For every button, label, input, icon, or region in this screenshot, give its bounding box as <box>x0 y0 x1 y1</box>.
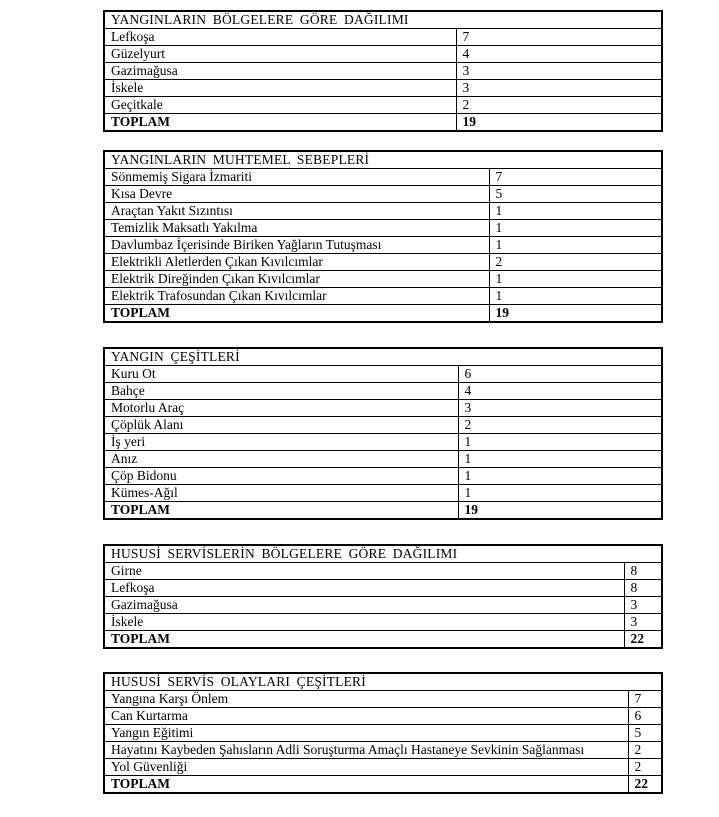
row-value: 3 <box>456 63 662 80</box>
table-row <box>104 383 662 400</box>
row-value: 3 <box>458 400 662 417</box>
row-value: 4 <box>456 46 662 63</box>
row-label: Sönmemiş Sigara İzmariti <box>104 169 489 186</box>
row-label: Davlumbaz İçerisinde Biriken Yağların Tutuşması <box>104 237 489 254</box>
table-row <box>104 468 662 485</box>
table-special-services-by-region <box>103 544 663 649</box>
row-value: 1 <box>489 220 662 237</box>
row-label: İskele <box>104 80 456 97</box>
row-value: 8 <box>624 563 662 580</box>
table-title-row <box>104 545 662 563</box>
table-row <box>104 97 662 114</box>
row-value: 3 <box>624 597 662 614</box>
table-fires-by-region <box>103 10 663 132</box>
row-value: 2 <box>458 417 662 434</box>
table-row <box>104 417 662 434</box>
row-value: 1 <box>489 271 662 288</box>
row-value: 1 <box>458 451 662 468</box>
row-value: 2 <box>628 742 662 759</box>
row-label: Yol Güvenliği <box>104 759 628 776</box>
table-row <box>104 434 662 451</box>
table-row <box>104 254 662 271</box>
table-row <box>104 580 662 597</box>
table-special-service-incident-types <box>103 672 663 794</box>
row-label: Gazimağusa <box>104 597 624 614</box>
table-row <box>104 759 662 776</box>
row-value: 1 <box>458 485 662 502</box>
row-label: İskele <box>104 614 624 631</box>
table-row <box>104 46 662 63</box>
row-value: 6 <box>458 366 662 383</box>
row-value: 1 <box>458 468 662 485</box>
table-title-row <box>104 151 662 169</box>
table-row <box>104 288 662 305</box>
table-row <box>104 708 662 725</box>
row-value: 7 <box>489 169 662 186</box>
table-title: YANGINLARIN MUHTEMEL SEBEPLERİ <box>104 151 662 169</box>
table-fire-types <box>103 347 663 520</box>
row-label: Kümes-Ağıl <box>104 485 458 502</box>
row-value: 6 <box>628 708 662 725</box>
row-label: Lefkoşa <box>104 580 624 597</box>
row-value: 4 <box>458 383 662 400</box>
table-row <box>104 220 662 237</box>
table-row <box>104 597 662 614</box>
total-value: 22 <box>628 776 662 794</box>
row-value: 2 <box>628 759 662 776</box>
row-value: 5 <box>489 186 662 203</box>
total-row <box>104 114 662 132</box>
row-label: Araçtan Yakıt Sızıntısı <box>104 203 489 220</box>
row-label: Elektrik Trafosundan Çıkan Kıvılcımlar <box>104 288 489 305</box>
row-label: Geçitkale <box>104 97 456 114</box>
total-row <box>104 502 662 520</box>
row-value: 1 <box>489 203 662 220</box>
table-title: YANGINLARIN BÖLGELERE GÖRE DAĞILIMI <box>104 11 662 29</box>
table-row <box>104 63 662 80</box>
row-value: 3 <box>624 614 662 631</box>
row-value: 7 <box>456 29 662 46</box>
total-label: TOPLAM <box>104 114 456 132</box>
total-value: 22 <box>624 631 662 649</box>
total-label: TOPLAM <box>104 631 624 649</box>
row-label: Elektrikli Aletlerden Çıkan Kıvılcımlar <box>104 254 489 271</box>
total-label: TOPLAM <box>104 776 628 794</box>
row-value: 8 <box>624 580 662 597</box>
row-label: Girne <box>104 563 624 580</box>
table-title: HUSUSİ SERVİSLERİN BÖLGELERE GÖRE DAĞILIMI <box>104 545 662 563</box>
row-label: Gazimağusa <box>104 63 456 80</box>
row-label: Çöp Bidonu <box>104 468 458 485</box>
row-value: 3 <box>456 80 662 97</box>
row-label: Hayatını Kaybeden Şahısların Adli Soruşturma Amaçlı Hastaneye Sevkinin Sağlanması <box>104 742 628 759</box>
table-title-row <box>104 11 662 29</box>
row-label: Yangına Karşı Önlem <box>104 691 628 708</box>
table-row <box>104 742 662 759</box>
row-label: Elektrik Direğinden Çıkan Kıvılcımlar <box>104 271 489 288</box>
row-label: İş yeri <box>104 434 458 451</box>
table-title-row <box>104 673 662 691</box>
table-title-row <box>104 348 662 366</box>
row-value: 1 <box>489 237 662 254</box>
row-label: Yangın Eğitimi <box>104 725 628 742</box>
row-value: 1 <box>458 434 662 451</box>
table-row <box>104 29 662 46</box>
row-label: Kısa Devre <box>104 186 489 203</box>
total-row <box>104 305 662 323</box>
row-label: Temizlik Maksatlı Yakılma <box>104 220 489 237</box>
table-row <box>104 614 662 631</box>
table-row <box>104 237 662 254</box>
table-fire-probable-causes <box>103 150 663 323</box>
table-row <box>104 80 662 97</box>
total-value: 19 <box>458 502 662 520</box>
table-title: YANGIN ÇEŞİTLERİ <box>104 348 662 366</box>
row-label: Lefkoşa <box>104 29 456 46</box>
table-row <box>104 271 662 288</box>
table-row <box>104 186 662 203</box>
row-value: 1 <box>489 288 662 305</box>
table-row <box>104 203 662 220</box>
total-row <box>104 776 662 794</box>
row-label: Bahçe <box>104 383 458 400</box>
table-row <box>104 485 662 502</box>
row-value: 5 <box>628 725 662 742</box>
row-label: Anız <box>104 451 458 468</box>
total-label: TOPLAM <box>104 305 489 323</box>
total-value: 19 <box>489 305 662 323</box>
table-row <box>104 563 662 580</box>
total-row <box>104 631 662 649</box>
table-row <box>104 725 662 742</box>
row-value: 2 <box>456 97 662 114</box>
table-row <box>104 451 662 468</box>
row-label: Güzelyurt <box>104 46 456 63</box>
table-row <box>104 691 662 708</box>
row-value: 7 <box>628 691 662 708</box>
table-row <box>104 169 662 186</box>
row-value: 2 <box>489 254 662 271</box>
table-row <box>104 400 662 417</box>
total-value: 19 <box>456 114 662 132</box>
row-label: Motorlu Araç <box>104 400 458 417</box>
table-title: HUSUSİ SERVİS OLAYLARI ÇEŞİTLERİ <box>104 673 662 691</box>
row-label: Kuru Ot <box>104 366 458 383</box>
table-row <box>104 366 662 383</box>
row-label: Can Kurtarma <box>104 708 628 725</box>
row-label: Çöplük Alanı <box>104 417 458 434</box>
total-label: TOPLAM <box>104 502 458 520</box>
